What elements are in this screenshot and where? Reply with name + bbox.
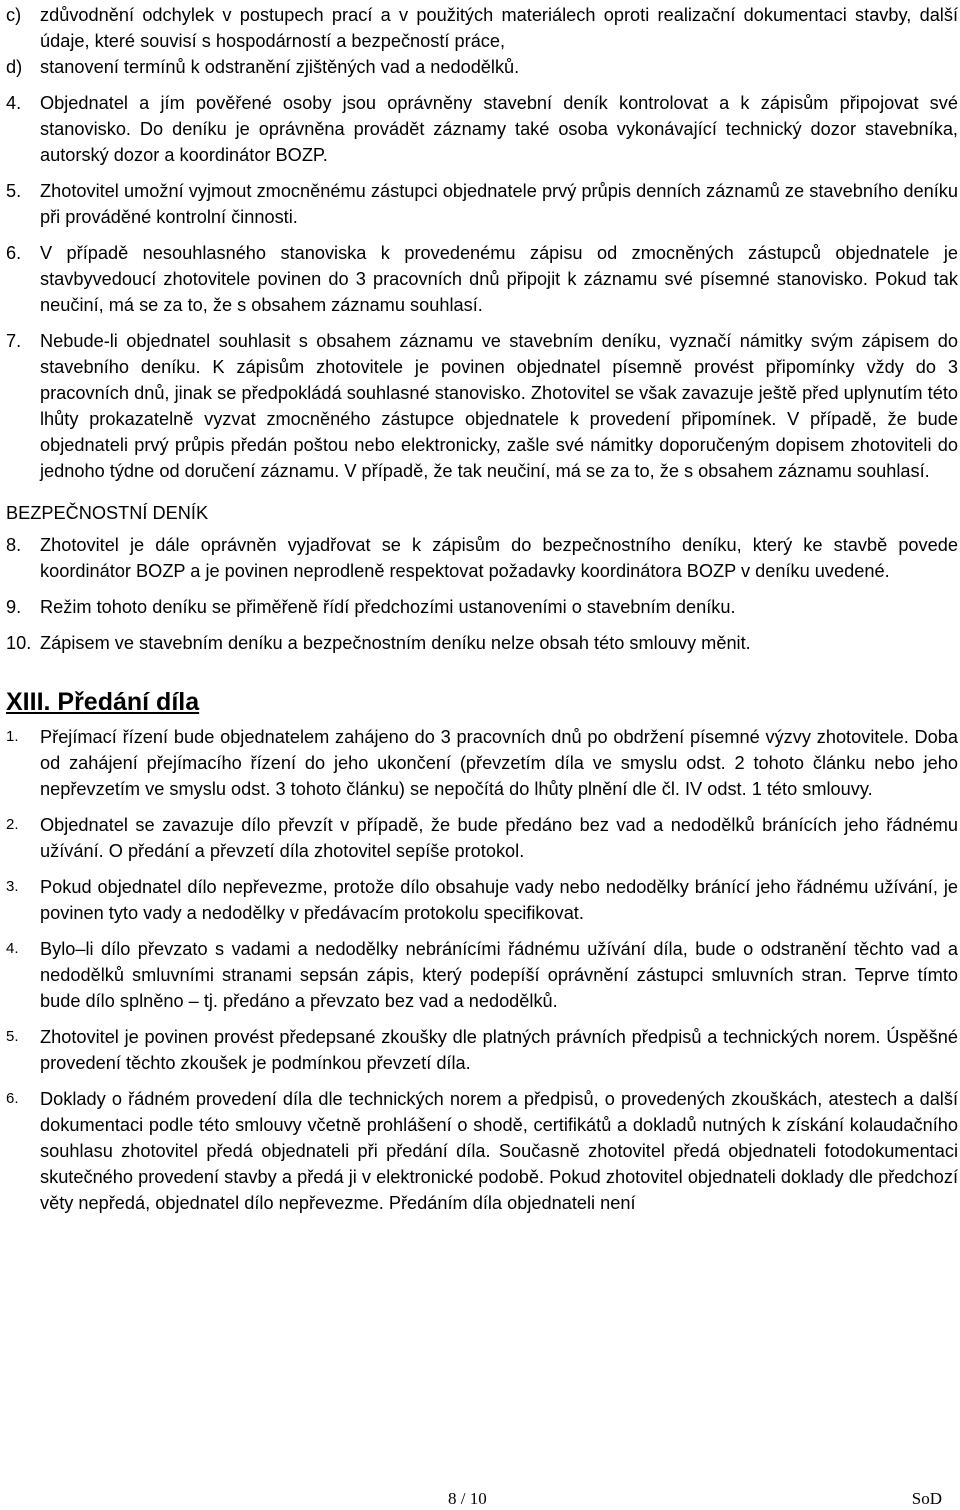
handover-clause-4 bbox=[6, 936, 958, 1014]
list-item-d bbox=[6, 54, 958, 80]
clause-number: 4. bbox=[6, 93, 22, 113]
clause-text: Zhotovitel je povinen provést předepsané zkoušky dle platných právních předpisů a technických norem. Úspěšné provedení těchto zkoušek je podmínkou převzetí díla. bbox=[40, 1027, 958, 1073]
clause-text: Režim tohoto deníku se přiměřeně řídí předchozími ustanoveními o stavebním deníku. bbox=[40, 597, 736, 617]
document-id: SoD bbox=[911, 1489, 942, 1508]
clause-text: Nebude-li objednatel souhlasit s obsahem záznamu ve stavebním deníku, vyznačí námitky svým zápisem do stavebního deníku. K zápisům zhotovitele je povinen objednatel písemně provést připomínky vždy do 3 pracovních dnů, jinak se předpokládá souhlasné stanovisko. Zhotovitel se však zavazuje ještě před uplynutím této lhůty prokazatelně vyzvat zmocněného zástupce objednatele k provedení připomínek. V případě, že bude objednateli prvý průpis předán poštou nebo elektronicky, zašle své námitky doporučeným dopisem zhotoviteli do jednoho týdne od doručení záznamu. V případě, že tak neučiní, má se za to, že s obsahem záznamu souhlasí. bbox=[40, 331, 958, 481]
list-marker: d) bbox=[6, 57, 23, 77]
list-text: stanovení termínů k odstranění zjištěných vad a nedodělků. bbox=[40, 57, 520, 77]
clause-number: 5. bbox=[6, 181, 22, 201]
list-item-c bbox=[6, 2, 958, 54]
clause-text: Zhotovitel je dále oprávněn vyjadřovat se k zápisům do bezpečnostního deníku, který ke stavbě povede koordinátor BOZP a je povinen neprodleně respektovat požadavky koordinátora BOZP v deníku uvedené. bbox=[40, 535, 958, 581]
clause-6 bbox=[6, 240, 958, 318]
clause-number: 3. bbox=[6, 878, 19, 895]
handover-clause-3 bbox=[6, 874, 958, 926]
clause-text: V případě nesouhlasného stanoviska k provedenému zápisu od zmocněných zástupců objednatele je stavbyvedoucí zhotovitele povinen do 3 pracovních dnů připojit k záznamu své písemné stanovisko. Pokud tak neučiní, má se za to, že s obsahem záznamu souhlasí. bbox=[40, 243, 958, 315]
list-marker: c) bbox=[6, 5, 22, 25]
clause-10 bbox=[6, 630, 958, 656]
clause-number: 6. bbox=[6, 243, 22, 263]
handover-clause-1 bbox=[6, 724, 958, 802]
clause-number: 1. bbox=[6, 728, 19, 745]
clause-number: 6. bbox=[6, 1090, 19, 1107]
clause-number: 7. bbox=[6, 331, 22, 351]
section-heading-handover: XIII. Předání díla bbox=[6, 688, 200, 716]
document-page bbox=[6, 2, 958, 1216]
clause-8 bbox=[6, 532, 958, 584]
list-text: zdůvodnění odchylek v postupech prací a v použitých materiálech oproti realizační dokumentaci stavby, další údaje, které souvisí s hospodárností a bezpečností práce, bbox=[40, 5, 958, 51]
clause-text: Doklady o řádném provedení díla dle technických norem a předpisů, o provedených zkouškách, atestech a další dokumentaci podle této smlouvy včetně prohlášení o shodě, certifikátů a dokladů nutných k získání kolaudačního souhlasu zhotovitel předá objednateli při předání díla. Současně zhotovitel předá objednateli fotodokumentaci skutečného provedení stavby a předá ji v elektronické podobě. Pokud zhotovitel objednateli doklady dle předchozí věty nepředá, objednatel dílo nepřevezme. Předáním díla objednateli není bbox=[40, 1089, 958, 1213]
clause-number: 5. bbox=[6, 1028, 19, 1045]
clause-4 bbox=[6, 90, 958, 168]
clause-text: Pokud objednatel dílo nepřevezme, protože dílo obsahuje vady nebo nedodělky bránící jeho řádnému užívání, je povinen tyto vady a nedodělky v předávacím protokolu specifikovat. bbox=[40, 877, 958, 923]
clause-5 bbox=[6, 178, 958, 230]
handover-clause-6 bbox=[6, 1086, 958, 1216]
clause-text: Zhotovitel umožní vyjmout zmocněnému zástupci objednatele prvý průpis denních záznamů ze stavebního deníku při prováděné kontrolní činnosti. bbox=[40, 181, 958, 227]
clause-number: 4. bbox=[6, 940, 19, 957]
clause-text: Bylo–li dílo převzato s vadami a nedodělky nebránícími řádnému užívání díla, bude o odstranění těchto vad a nedodělků smluvními stranami sepsán zápis, který podepíší oprávnění zástupci smluvních stran. Teprve tímto bude dílo splněno – tj. předáno a převzato bez vad a nedodělků. bbox=[40, 939, 958, 1011]
clause-text: Objednatel se zavazuje dílo převzít v případě, že bude předáno bez vad a nedodělků bránících jeho řádnému užívání. O předání a převzetí díla zhotovitel sepíše protokol. bbox=[40, 815, 958, 861]
clause-number: 8. bbox=[6, 535, 22, 555]
clause-number: 2. bbox=[6, 816, 19, 833]
clause-text: Přejímací řízení bude objednatelem zahájeno do 3 pracovních dnů po obdržení písemné výzvy zhotovitele. Doba od zahájení přejímacího řízení do jeho ukončení (převzetím díla ve smyslu odst. 2 tohoto článku nebo jeho nepřevzetím ve smyslu odst. 3 tohoto článku) se nepočítá do lhůty plnění dle čl. IV odst. 1 této smlouvy. bbox=[40, 727, 958, 799]
page-number: 8 / 10 bbox=[448, 1489, 487, 1508]
handover-clause-5 bbox=[6, 1024, 958, 1076]
page-footer bbox=[0, 1489, 960, 1509]
clause-9 bbox=[6, 594, 958, 620]
handover-clause-2 bbox=[6, 812, 958, 864]
section-heading-safety-diary: BEZPEČNOSTNÍ DENÍK bbox=[6, 503, 209, 523]
clause-7 bbox=[6, 328, 958, 484]
clause-number: 10. bbox=[6, 633, 32, 653]
clause-text: Objednatel a jím pověřené osoby jsou oprávněny stavební deník kontrolovat a k zápisům připojovat své stanovisko. Do deníku je oprávněna provádět záznamy také osoba vykonávající technický dozor stavebníka, autorský dozor a koordinátor BOZP. bbox=[40, 93, 958, 165]
clause-number: 9. bbox=[6, 597, 22, 617]
clause-text: Zápisem ve stavebním deníku a bezpečnostním deníku nelze obsah této smlouvy měnit. bbox=[40, 633, 751, 653]
